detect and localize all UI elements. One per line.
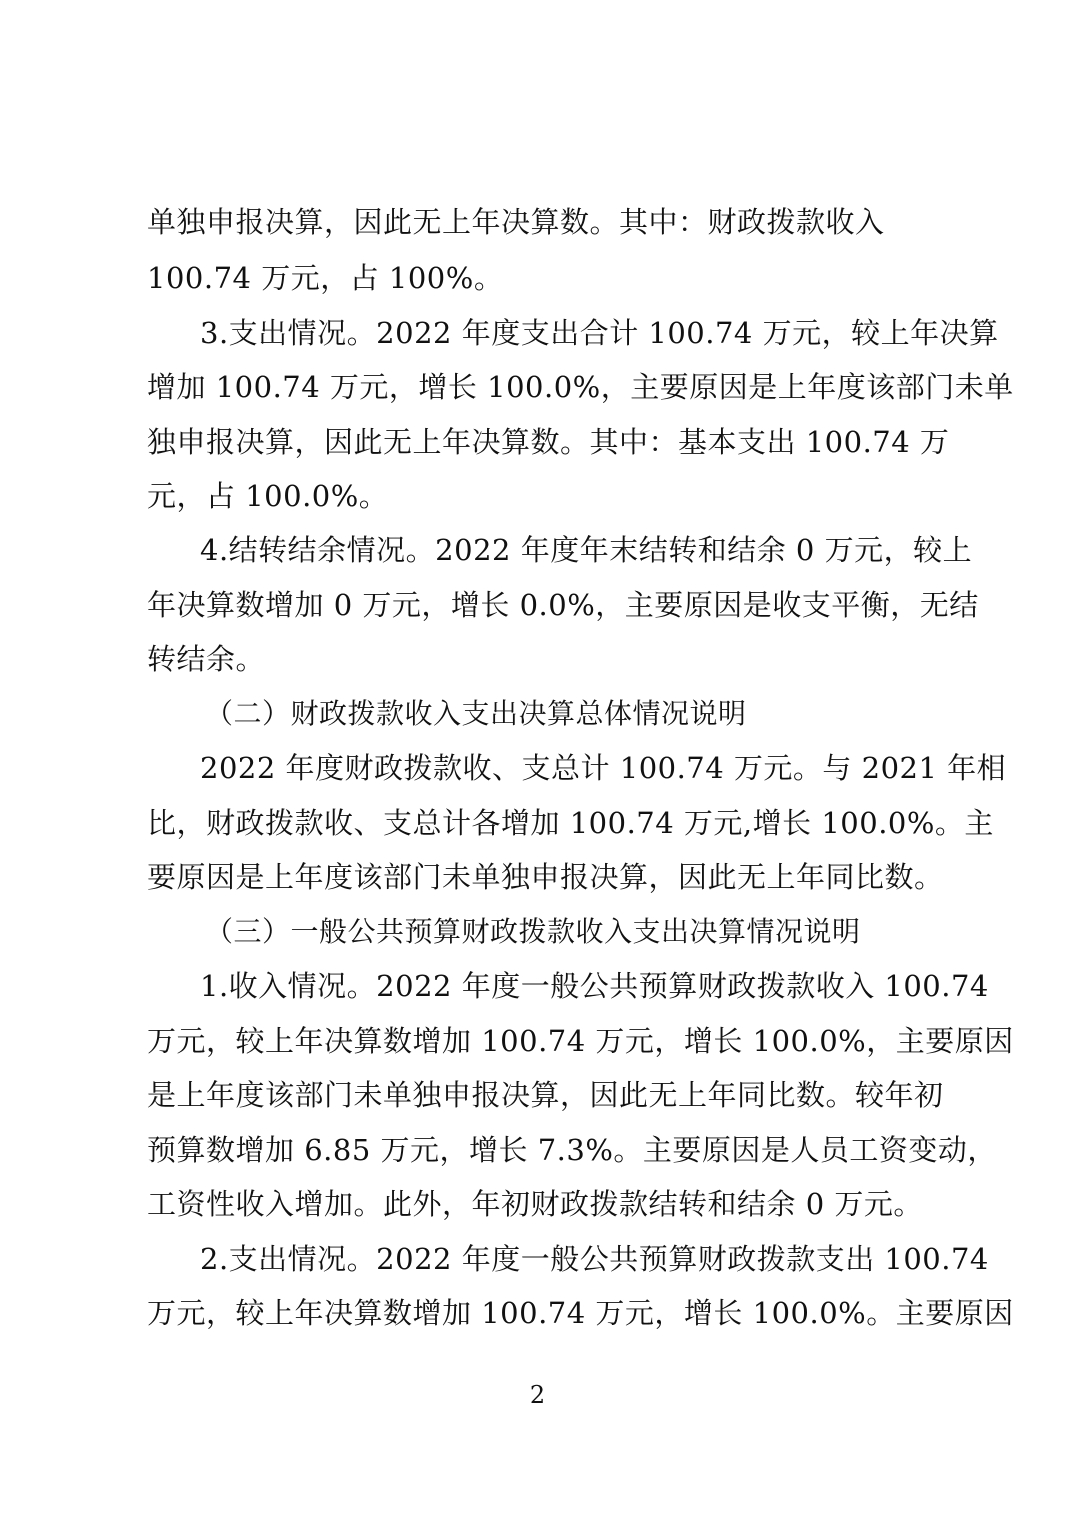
paragraph-start-fiscal-overview: 2022 年度财政拨款收、支总计 100.74 万元。与 2021 年相 [200, 751, 1007, 785]
paragraph-start-carryover: 4.结转结余情况。2022 年度年末结转和结余 0 万元，较上 [200, 533, 973, 567]
body-text-line: 增加 100.74 万元，增长 100.0%，主要原因是上年度该部门未单 [147, 370, 1014, 404]
body-text-line: 年决算数增加 0 万元，增长 0.0%，主要原因是收支平衡，无结 [147, 588, 979, 622]
paragraph-start-expenditure: 3.支出情况。2022 年度支出合计 100.74 万元，较上年决算 [200, 316, 999, 350]
body-text-line: 要原因是上年度该部门未单独申报决算，因此无上年同比数。 [147, 860, 944, 894]
body-text-line: 元，占 100.0%。 [147, 479, 389, 513]
body-text-line: 单独申报决算，因此无上年决算数。其中：财政拨款收入 [147, 205, 885, 239]
body-text-line: 转结余。 [147, 642, 266, 676]
section-heading-2: （二）财政拨款收入支出决算总体情况说明 [205, 697, 747, 730]
body-text-line: 是上年度该部门未单独申报决算，因此无上年同比数。较年初 [147, 1078, 944, 1112]
body-text-line: 比，财政拨款收、支总计各增加 100.74 万元,增长 100.0%。主 [147, 806, 994, 840]
body-text-line: 预算数增加 6.85 万元，增长 7.3%。主要原因是人员工资变动， [147, 1133, 997, 1167]
page-number: 2 [529, 1381, 546, 1409]
section-heading-3: （三）一般公共预算财政拨款收入支出决算情况说明 [205, 915, 861, 948]
body-text-line: 万元，较上年决算数增加 100.74 万元，增长 100.0%，主要原因 [147, 1024, 1014, 1058]
body-text-line: 独申报决算，因此无上年决算数。其中：基本支出 100.74 万 [147, 425, 950, 459]
paragraph-start-general-expenditure: 2.支出情况。2022 年度一般公共预算财政拨款支出 100.74 [200, 1242, 989, 1276]
body-text-line: 100.74 万元，占 100%。 [147, 261, 504, 295]
paragraph-start-income: 1.收入情况。2022 年度一般公共预算财政拨款收入 100.74 [200, 969, 989, 1003]
body-text-line: 工资性收入增加。此外，年初财政拨款结转和结余 0 万元。 [147, 1187, 923, 1221]
body-text-line: 万元，较上年决算数增加 100.74 万元，增长 100.0%。主要原因 [147, 1296, 1014, 1330]
